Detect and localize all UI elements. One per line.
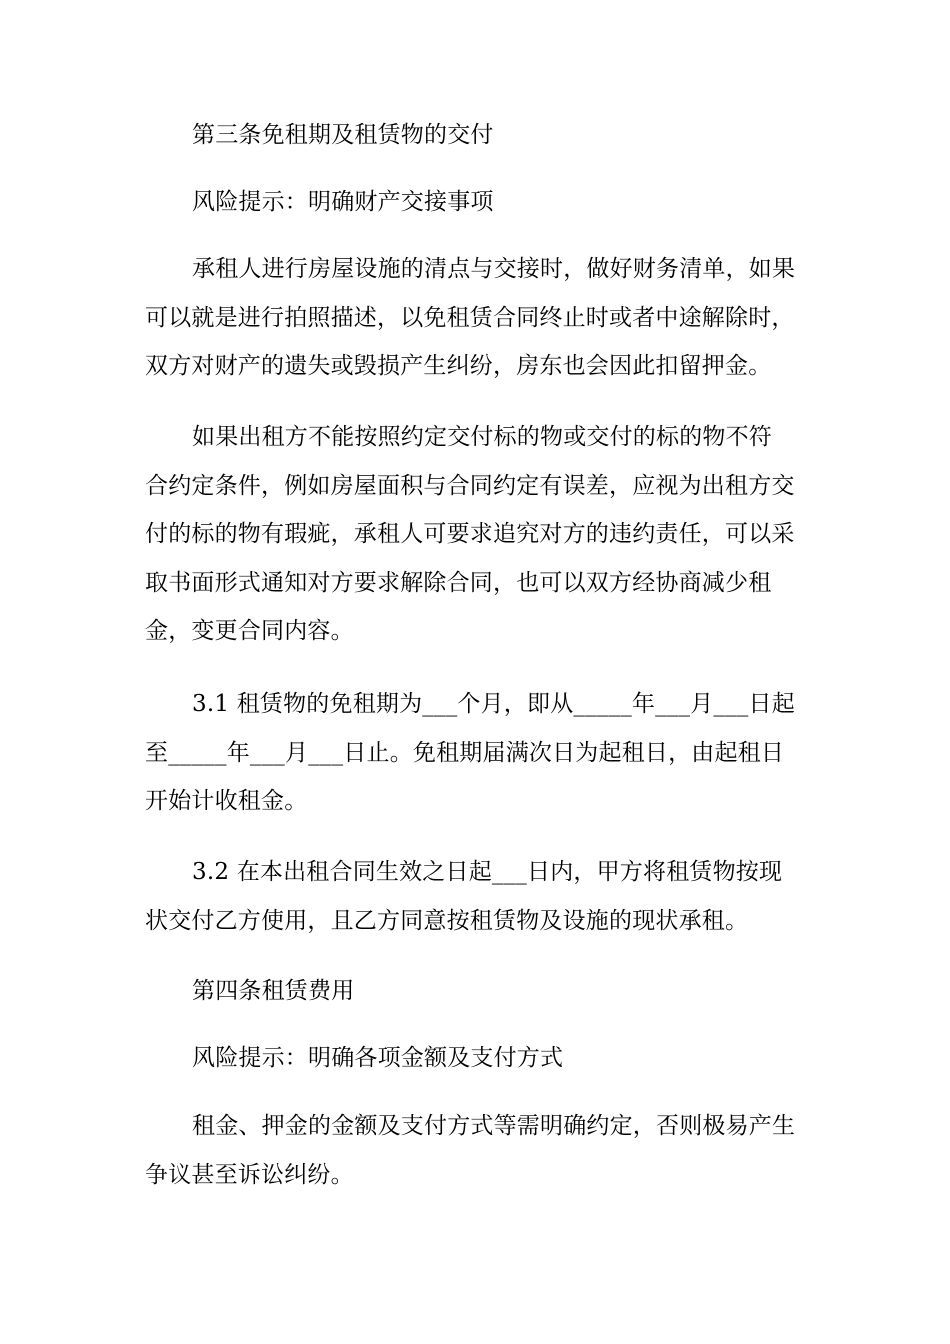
- text-line: 双方对财产的遗失或毁损产生纠纷，房东也会因此扣留押金。: [145, 353, 772, 379]
- clause-3-2: [145, 848, 810, 945]
- text-line: 3.1 租赁物的免租期为___个月，即从_____年___月___日起: [192, 691, 795, 717]
- article-4-title: [145, 967, 810, 1016]
- text-line: 付的标的物有瑕疵，承租人可要求追究对方的违约责任，可以采: [145, 521, 795, 547]
- article-3-title: [145, 111, 810, 160]
- text-line: 金，变更合同内容。: [145, 618, 354, 644]
- text-line: 风险提示：明确各项金额及支付方式: [192, 1045, 564, 1071]
- text-line: 开始计收租金。: [145, 788, 308, 814]
- article-3-paragraph-2: [145, 413, 810, 656]
- text-line: 争议甚至诉讼纠纷。: [145, 1161, 354, 1188]
- text-line: 承租人进行房屋设施的清点与交接时，做好财务清单，如果: [192, 256, 796, 282]
- text-line: 状交付乙方使用，且乙方同意按租赁物及设施的现状承租。: [145, 907, 749, 934]
- text-line: 如果出租方不能按照约定交付标的物或交付的标的物不符: [192, 424, 772, 450]
- text-line: 可以就是进行拍照描述，以免租赁合同终止时或者中途解除时，: [145, 304, 795, 331]
- article-3-paragraph-1: [145, 245, 810, 391]
- text-line: 3.2 在本出租合同生效之日起___日内，甲方将租赁物按现: [192, 859, 783, 885]
- text-line: 至_____年___月___日止。免租期届满次日为起租日，由起租日: [145, 739, 785, 766]
- clause-3-1: [145, 680, 810, 826]
- article-3-risk-note: [145, 178, 810, 227]
- article-4-risk-note: [145, 1034, 810, 1083]
- text-line: 第四条租赁费用: [192, 978, 355, 1004]
- text-line: 第三条免租期及租赁物的交付: [192, 122, 494, 148]
- text-line: 合约定条件，例如房屋面积与合同约定有误差，应视为出租方交: [145, 472, 795, 499]
- text-line: 取书面形式通知对方要求解除合同，也可以双方经协商减少租: [145, 569, 772, 596]
- article-4-paragraph-1: [145, 1102, 810, 1199]
- text-line: 风险提示：明确财产交接事项: [192, 189, 494, 215]
- text-line: 租金、押金的金额及支付方式等需明确约定，否则极易产生: [192, 1113, 796, 1139]
